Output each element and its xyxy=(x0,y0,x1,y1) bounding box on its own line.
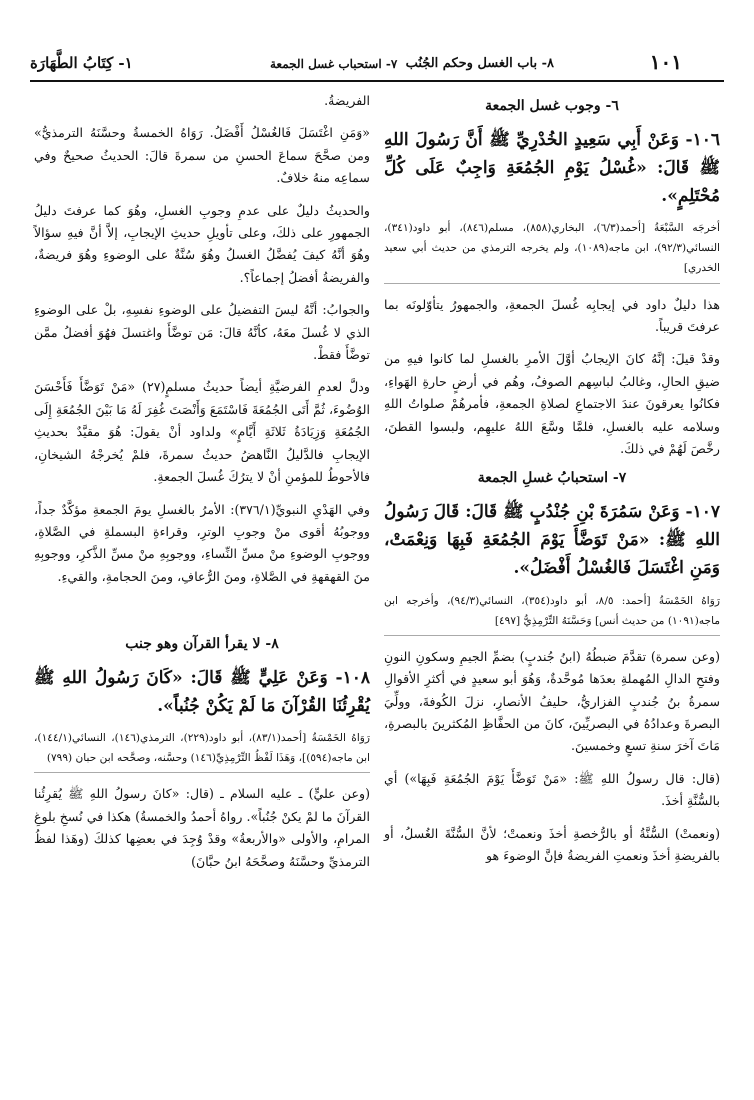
hadith-107: ١٠٧- وَعَنْ سَمُرَةَ بْنِ جُنْدُبٍ ﷺ قَالَ: قَالَ رَسُولُ اللهِ ﷺ: «مَنْ تَوَضَّأَ يَوْمَ الجُمُعَةِ فَبِهَا وَنِعْمَتْ، وَمَنِ اغْتَسَلَ فَالغُسْلُ أَفْضَلُ». xyxy=(384,502,720,579)
commentary-paragraph: «وَمَنِ اغْتَسَلَ فَالغُسْلُ أَفْضَلُ. رَوَاهُ الخمسةُ وحسَّنَهُ الترمذيُّ» ومن صحَّحَ سماعَ الحسنِ من سمرةَ قالَ: الحديثُ صحيحٌ وفي سماعِه منهُ خلافٌ. xyxy=(34,125,370,186)
takhrij-106: أخرجَه السَّبْعَةُ [أحمد(٦/٣)، البخاري(٨٥٨)، مسلم(٨٤٦)، أبو داود(٣٤١)، النسائي(٩٢/٣)، ابن ماجه(١٠٨٩)، ولم يخرجه الترمذي من حديث أبي سعيد الخدري] xyxy=(384,218,720,283)
header-divider xyxy=(30,80,724,82)
commentary-paragraph: والحديثُ دليلٌ على عدمِ وجوبِ الغسلِ، وهُوَ كما عرفتَ دليلُ الجمهورِ على ذلكَ، وعلى تأويلِ حديثِ الإيجابِ، إلاَّ أنَّ فيهِ سؤالاً وهُوَ أنَّهُ كيفَ يُفضَّلُ الغسلُ وهُوَ سُنَّةٌ على الوضوءِ وهُوَ فريضةٌ، والفريضةُ أفضلُ إجماعاً؟. xyxy=(34,202,370,285)
left-column xyxy=(34,90,370,883)
commentary-paragraph: وفي الهَدْيِ النبويِّ(٣٧٦/١): الأمرُ بالغسلِ يومَ الجمعةِ مؤكَّدٌ جداً، ووجوبُهُ أقوى منْ وجوبِ الوترِ، وقراءةِ البسملةِ في الصَّلاةِ، ووجوبِ الوضوءِ منْ مسِّ النِّساءِ، ووجوبِهِ منْ مسِّ الذَّكرِ، ووجوبِهِ منَ القهقهةِ في الصَّلاةِ، ومنَ الرُّعافِ، ومنَ الحجامةِ، والقيءِ. xyxy=(34,501,370,584)
commentary-paragraph: (ونعمتْ) السُّنَّةُ أو بالرُّخصةِ أخذَ ونعمتْ؛ لأنَّ السُّنَّةَ الغُسلُ، أو بالفريضةِ أخذَ ونعمتِ الفريضةُ فإنَّ الوضوءَ هو xyxy=(384,825,720,863)
commentary-paragraph: الفريضةُ. xyxy=(324,93,370,108)
hadith-106: ١٠٦- وَعَنْ أَبِي سَعِيدٍ الخُدْرِيِّ ﷺ أَنَّ رَسُولَ اللهِ ﷺ قَالَ: «غُسْلُ يَوْمِ الجُمُعَةِ وَاجِبٌ عَلَى كُلِّ مُحْتَلِمٍ». xyxy=(384,130,720,207)
commentary-paragraph: هذا دليلٌ داود في إيجابِه غُسلَ الجمعةِ، والجمهورُ يتأوّلونَه بما عرفتَ قريباً. xyxy=(384,296,720,334)
commentary-paragraph: (وعن سمرة) تقدَّمَ ضبطُهُ (ابنُ جُندبٍ) بضمِّ الجيمِ وسكونِ النونِ وفتحِ الدالِ المُهملةِ بعدَها مُوحَّدةٌ، وَهُوَ أبو سعيدٍ في أكثرِ الأقوالِ سمرةُ بنُ جُندبٍ الفزاريُّ، حليفُ الأنصارِ، نزلَ الكُوفةَ، وولِّيَ البصرةَ وعدادُهُ في البصريِّينَ، كانَ من الحفَّاظِ المُكثرينَ بالبصرةِ، مَاتَ آخرَ سنةِ تسعٍ وخمسينَ. xyxy=(384,648,720,754)
commentary-paragraph: وقدْ قيلَ: إنَّهُ كانَ الإيجابُ أوَّلَ الأمرِ بالغسلِ لما كانوا فيهِ من ضيقِ الحالِ، وغالبُ لباسِهم الصوفُ، وهُم في أرضٍ حارةِ الهَواءِ، فكانُوا يعرقونَ عندَ الاجتماعِ لصلاةِ الجمعةِ، فأمرهُمْ صلواتُ اللهِ وسلامه عليه بالغسلِ، فلمَّا وسَّعَ اللهُ عليهِم، ولبسوا القطنَ، رخَّصَ لَهُمْ في ذلكَ. xyxy=(384,351,720,456)
commentary-paragraph: (قال: قال رسولُ اللهِ ﷺ: «مَنْ تَوَضَّأَ يَوْمَ الجُمُعَةِ فَبِهَا») أي بالسُّنَّةِ أخذَ. xyxy=(384,770,720,809)
takhrij-108: رَوَاهُ الخَمْسَةُ [أحمد(٨٣/١)، أبو داود(٢٢٩)، الترمذي(١٤٦)، النسائي(١٤٤/١)، ابن ماجه(٥٩٤)]، وَهَذَا لَفْظُ التِّرْمِذِيِّ(١٤٦) وحسَّنه، وصحَّحه ابن حبان (٧٩٩) xyxy=(34,728,370,773)
spacer xyxy=(34,598,370,628)
section-heading-8: ٨- لا يقرأ القرآن وهو جنب xyxy=(125,636,279,653)
running-header xyxy=(30,52,724,78)
commentary-paragraph: ودلَّ لعدمِ الفرضيَّةِ أيضاً حديثُ مسلمٍ(٢٧) «مَنْ تَوَضَّأَ فَأَحْسَنَ الوُضُوءَ، ثُمَّ أَتَى الجُمُعَةَ فَاسْتَمَعَ وَأَنْصَتَ غُفِرَ لَهُ مَا بَيْنَ الجُمُعَةِ إِلَى الجُمُعَةِ وَزِيَادَةُ ثَلاثَةِ أَيَّامٍ» ولداود أنْ يقولَ: هُوَ مقيَّدٌ بحديثِ الإيجابِ فالدَّليلُ النَّاهضُ حديثُ سمرةَ، فلمْ يُخرجْهُ الشيخانِ، فالأحوطُ للمؤمنِ أنْ لا يترُكَ غُسلَ الجمعةِ. xyxy=(34,379,370,485)
section-heading-7: ٧- استحبابُ غسلِ الجمعة xyxy=(477,470,627,487)
takhrij-107: رَوَاهُ الخَمْسَةُ [أحمد: ٨/٥، أبو داود(٣٥٤)، النسائي(٩٤/٣)، وأخرجه ابن ماجه(١٠٩١) من حديث أنس] وَحَسَّنَهُ التِّرْمِذِيُّ [٤٩٧] xyxy=(384,591,720,636)
commentary-paragraph: (وعن عليٍّ) ـ عليه السلام ـ (قال: «كانَ رسولُ اللهِ ﷺ يُقرِئُنا القرآنَ ما لمْ يكنْ جُنُباً». رواهُ أحمدُ والخمسةُ) هكذا في نُسخِ بلوغِ المرامِ، والأولى «والأربعةُ» وقدْ وُجِدَ في بعضِها كذلكَ (وهَذا لفظُ الترمذيِّ وحسَّنَهُ وصحَّحَهُ ابنُ حبَّانَ) xyxy=(34,786,370,869)
section-heading-6: ٦- وجوب غسل الجمعة xyxy=(485,98,619,114)
hadith-108: ١٠٨- وَعَنْ عَلِيٍّ ﷺ قَالَ: «كَانَ رَسُولُ اللهِ ﷺ يُقْرِئُنَا القُرْآنَ مَا لَمْ يَكُنْ جُنُباً». xyxy=(34,668,370,717)
commentary-paragraph: والجوابُ: أنَّهُ ليسَ التفضيلُ على الوضوءِ نفسِهِ، بلْ على الوضوءِ الذي لا غُسلَ معَهُ، كأنَّهُ قالَ: مَن توضَّأَ واغتسلَ فهُوَ أفضلُ ممَّن توضَّأَ فقطْ. xyxy=(34,302,370,363)
page-number: ١٠١ xyxy=(649,50,682,74)
book-title: ١- كِتَابُ الطَّهَارَة xyxy=(30,54,133,72)
section-title: ٧- استحباب غسل الجمعة xyxy=(270,57,398,71)
right-column xyxy=(384,90,720,877)
chapter-title: ٨- باب الغسل وحكم الجُنُب xyxy=(405,56,554,71)
